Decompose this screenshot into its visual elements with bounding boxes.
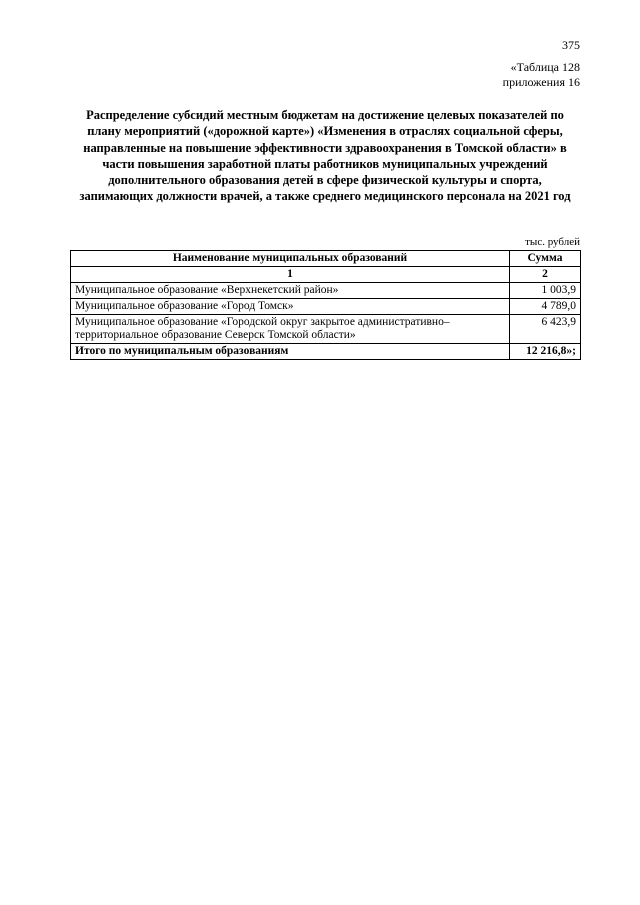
document-title: Распределение субсидий местным бюджетам на достижение целевых показателей по плану мероприятий («дорожной карте») «Изменения в отраслях социальной сферы, направленные на повышение эффективности здравоохранения в Томской области» в части повышения заработной платы работников муниципальных учреждений дополнительного образования детей в сфере физической культуры и спорта, запимающих должности врачей, а также среднего медицинского персонала на 2021 год: [79, 108, 571, 204]
total-label: Итого по муниципальным образованиям: [71, 344, 510, 360]
table-reference-line-2: приложения 16: [502, 75, 580, 89]
header-amount: Сумма: [510, 251, 581, 267]
table-header-row: [71, 251, 581, 267]
subsidy-amount: 4 789,0: [510, 299, 581, 315]
total-amount: 12 216,8»;: [510, 344, 581, 360]
column-number-1: 1: [71, 267, 510, 283]
total-row: [71, 344, 581, 360]
units-label: тыс. рублей: [525, 236, 580, 248]
municipality-name: Муниципальное образование «Верхнекетский район»: [71, 283, 510, 299]
header-name: Наименование муниципальных образований: [71, 251, 510, 267]
table-row: [71, 299, 581, 315]
table-row: [71, 283, 581, 299]
table-row: [71, 315, 581, 344]
page-number: 375: [562, 38, 580, 52]
table-reference: [503, 60, 580, 90]
subsidy-amount: 1 003,9: [510, 283, 581, 299]
municipality-name: Муниципальное образование «Город Томск»: [71, 299, 510, 315]
municipality-name: Муниципальное образование «Городской округ закрытое административно–территориальное образование Северск Томской области»: [71, 315, 510, 344]
subsidy-amount: 6 423,9: [510, 315, 581, 344]
subsidies-table: [70, 250, 581, 360]
column-number-2: 2: [510, 267, 581, 283]
table-reference-line-1: «Таблица 128: [510, 60, 580, 74]
column-number-row: [71, 267, 581, 283]
